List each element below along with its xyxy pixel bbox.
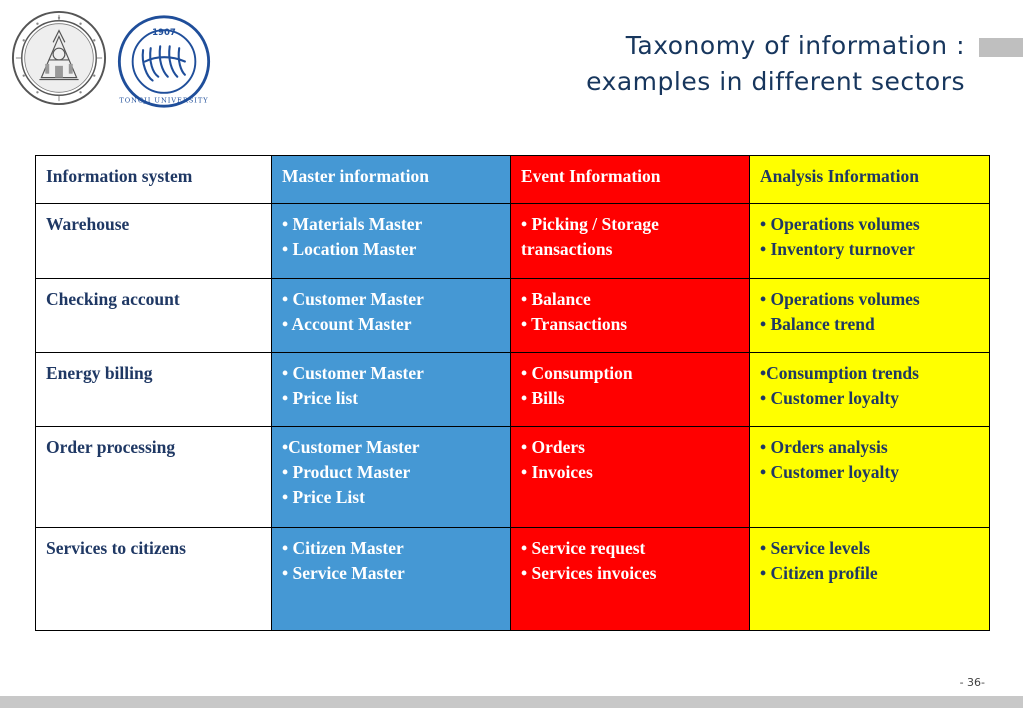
table-row xyxy=(36,528,990,631)
list-item: • Customer loyalty xyxy=(760,462,899,482)
row-event xyxy=(511,279,750,353)
row-master xyxy=(272,528,511,631)
tongji-university-logo xyxy=(115,14,213,109)
row-master xyxy=(272,427,511,528)
row-analysis xyxy=(750,353,990,427)
list-item: • Citizen profile xyxy=(760,563,878,583)
politecnico-seal-logo xyxy=(10,8,108,108)
list-item: • Citizen Master xyxy=(282,538,404,558)
list-item: • Materials Master xyxy=(282,214,423,234)
row-analysis xyxy=(750,279,990,353)
list-item: • Price List xyxy=(282,487,365,507)
page-number: - 36- xyxy=(959,676,985,689)
list-item: • Picking / Storage xyxy=(521,214,659,234)
row-system: Energy billing xyxy=(36,353,272,427)
row-event xyxy=(511,204,750,279)
title-line-2: examples in different sectors xyxy=(586,67,965,96)
list-item: • Transactions xyxy=(521,314,628,334)
list-item: • Orders analysis xyxy=(760,437,888,457)
list-item: • Orders xyxy=(521,437,585,457)
list-item: • Customer Master xyxy=(282,289,424,309)
list-item: • Customer Master xyxy=(282,363,424,383)
logo-year: 1907 xyxy=(152,27,176,38)
table-row xyxy=(36,353,990,427)
list-item: • Service levels xyxy=(760,538,871,558)
table-row xyxy=(36,427,990,528)
row-system: Checking account xyxy=(36,279,272,353)
footer-bar xyxy=(0,696,1023,708)
row-analysis xyxy=(750,427,990,528)
list-item: • Service Master xyxy=(282,563,405,583)
title-line-1: Taxonomy of information : xyxy=(625,31,965,60)
logo-name: TONGJI UNIVERSITY xyxy=(119,96,209,105)
list-item: • Operations volumes xyxy=(760,289,920,309)
row-system: Order processing xyxy=(36,427,272,528)
list-item: • Service request xyxy=(521,538,646,558)
row-analysis xyxy=(750,528,990,631)
list-item: • Consumption xyxy=(521,363,633,383)
header-information-system: Information system xyxy=(36,156,272,204)
row-master xyxy=(272,279,511,353)
list-item: • Customer loyalty xyxy=(760,388,899,408)
table-header-row xyxy=(36,156,990,204)
list-item: • Balance xyxy=(521,289,591,309)
list-item: • Account Master xyxy=(282,314,412,334)
list-item: • Inventory turnover xyxy=(760,239,915,259)
list-item: • Price list xyxy=(282,388,359,408)
row-system: Warehouse xyxy=(36,204,272,279)
row-system: Services to citizens xyxy=(36,528,272,631)
taxonomy-table xyxy=(35,155,990,631)
header-analysis-information: Analysis Information xyxy=(750,156,990,204)
header-master-information: Master information xyxy=(272,156,511,204)
list-item: • Invoices xyxy=(521,462,593,482)
list-item: • Bills xyxy=(521,388,565,408)
header-event-information: Event Information xyxy=(511,156,750,204)
row-event xyxy=(511,353,750,427)
list-item: • Balance trend xyxy=(760,314,875,334)
list-item: • Services invoices xyxy=(521,563,657,583)
row-master xyxy=(272,353,511,427)
list-item: •Customer Master xyxy=(282,437,420,457)
table-row xyxy=(36,279,990,353)
row-event xyxy=(511,528,750,631)
row-master xyxy=(272,204,511,279)
list-item: • Location Master xyxy=(282,239,417,259)
list-item: transactions xyxy=(521,239,613,259)
table-row xyxy=(36,204,990,279)
row-event xyxy=(511,427,750,528)
title-accent-bar xyxy=(979,38,1023,57)
list-item: •Consumption trends xyxy=(760,363,919,383)
list-item: • Product Master xyxy=(282,462,411,482)
list-item: • Operations volumes xyxy=(760,214,920,234)
row-analysis xyxy=(750,204,990,279)
page-title xyxy=(586,28,965,100)
